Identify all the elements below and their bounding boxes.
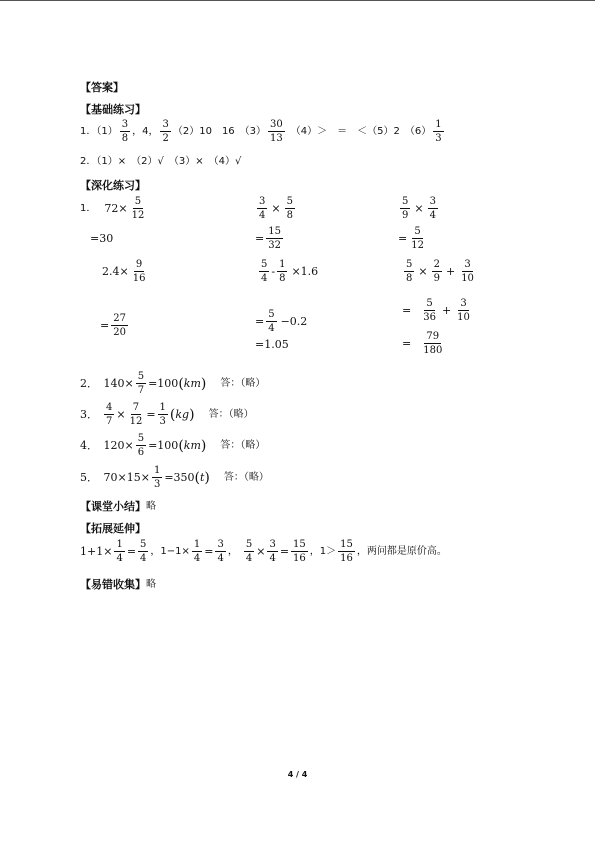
fraction: $\frac{1}{4}$ [193,539,201,564]
fraction: $\frac{1}{3}$ [435,119,442,144]
fraction: $\frac{5}{12}$ [131,196,145,221]
fraction: $\frac{5}{8}$ [286,196,293,221]
fraction: $\frac{1}{8}$ [279,259,286,284]
fraction: $\frac{5}{6}$ [137,433,145,458]
fraction: $\frac{3}{10}$ [461,259,474,284]
word-q5: 5． 70×15× $\frac{1}{3}$ =350 ( t ) 答：（略） [80,465,269,490]
fraction: $\frac{1}{4}$ [116,539,123,564]
fraction: $\frac{5}{4}$ [268,309,275,334]
basic-q1: 1．（1） $\frac{3}{8}$ ，4， $\frac{3}{2}$ （2）10 16 （3） $\frac{30}{13}$ （4）＞ ＝ ＜（5）2 （6） $\frac{1}{3}$ [80,119,442,144]
fraction: $\frac{5}{12}$ [411,226,424,251]
fraction: $\frac{4}{7}$ [106,402,113,427]
extend-line: 1+1× $\frac{1}{4}$ = $\frac{5}{4}$ ，1−1× $\frac{1}{4}$ = $\frac{3}{4}$ ， $\frac{5}{4}$ × $\frac{3}{4}$ = $\frac{15}{16}$ ，1＞ $\frac{15}{16}$ ，两问都是原价高。 [80,539,447,564]
fraction: $\frac{3}{4}$ [217,539,224,564]
fraction: $\frac{79}{180}$ [423,331,443,356]
fraction: $\frac{5}{4}$ [245,539,253,564]
word-q2: 2． 140× $\frac{5}{7}$ =100 ( km ) 答：（略） [80,371,266,396]
fraction: $\frac{5}{4}$ [140,539,147,564]
fraction: $\frac{3}{10}$ [457,298,470,323]
deep-e-result: =1.05 [255,338,289,351]
deep-c-line1: $\frac{5}{9}$ × $\frac{3}{4}$ [402,196,436,221]
deep-a-line1: 1． 72× $\frac{5}{12}$ [80,196,145,221]
basic-q1-prefix: 1．（1） [80,125,118,137]
fraction: $\frac{1}{3}$ [153,465,161,490]
fraction: $\frac{5}{7}$ [137,371,145,396]
deep-d-line1: 2.4× $\frac{9}{16}$ [102,259,146,284]
deep-c-line2: = $\frac{5}{12}$ [398,226,424,251]
fraction: $\frac{5}{8}$ [406,259,413,284]
fraction: $\frac{3}{4}$ [259,196,266,221]
fraction: $\frac{3}{4}$ [269,539,276,564]
fraction: $\frac{7}{12}$ [129,402,143,427]
extend-heading: 【拓展延伸】 [80,522,146,535]
deep-e-line2: = $\frac{5}{4}$ −0.2 [255,309,308,334]
fraction: $\frac{30}{13}$ [270,119,283,144]
deep-e-line1: $\frac{5}{4}$ - $\frac{1}{8}$ ×1.6 [261,259,319,284]
fraction: $\frac{5}{9}$ [402,196,409,221]
fraction: $\frac{3}{2}$ [162,119,169,144]
basic-q2: 2．（1）× （2）√ （3）× （4）√ [80,156,242,167]
fraction: $\frac{3}{8}$ [121,119,129,144]
fraction: $\frac{9}{16}$ [132,259,146,284]
word-q4: 4． 120× $\frac{5}{6}$ =100 ( km ) 答：（略） [80,433,266,458]
answer-heading: 【答案】 [80,81,124,94]
fraction: $\frac{15}{16}$ [340,539,353,564]
deep-heading: 【深化练习】 [80,179,146,192]
fraction: $\frac{3}{4}$ [429,196,436,221]
deep-f-line2: = $\frac{5}{36}$ + $\frac{3}{10}$ [402,298,470,323]
top-border [0,0,595,1]
fraction: $\frac{15}{16}$ [293,539,306,564]
fraction: $\frac{5}{4}$ [261,259,268,284]
deep-f-line3: = $\frac{79}{180}$ [402,331,443,356]
deep-b-line2: = $\frac{15}{32}$ [255,226,281,251]
deep-f-line1: $\frac{5}{8}$ × $\frac{2}{9}$ + $\frac{3}{10}$ [406,259,474,284]
fraction: $\frac{1}{3}$ [159,402,166,427]
summary-line: 【课堂小结】 略 [80,500,156,513]
summary-heading: 【课堂小结】 [80,500,146,513]
errors-heading: 【易错收集】 [80,578,146,591]
word-q3: 3． $\frac{4}{7}$ × $\frac{7}{12}$ = $\frac{1}{3}$ ( kg ) 答：（略） [80,402,254,427]
deep-d-line2: = $\frac{27}{20}$ [100,313,126,338]
deep-b-line1: $\frac{3}{4}$ × $\frac{5}{8}$ [259,196,293,221]
basic-heading: 【基础练习】 [80,103,146,116]
fraction: $\frac{5}{36}$ [423,298,436,323]
deep-a-line2: =30 [90,232,114,245]
fraction: $\frac{15}{32}$ [268,226,281,251]
page-number: 4 / 4 [287,770,308,779]
fraction: $\frac{2}{9}$ [433,259,440,284]
fraction: $\frac{27}{20}$ [113,313,126,338]
errors-line: 【易错收集】 略 [80,578,156,591]
